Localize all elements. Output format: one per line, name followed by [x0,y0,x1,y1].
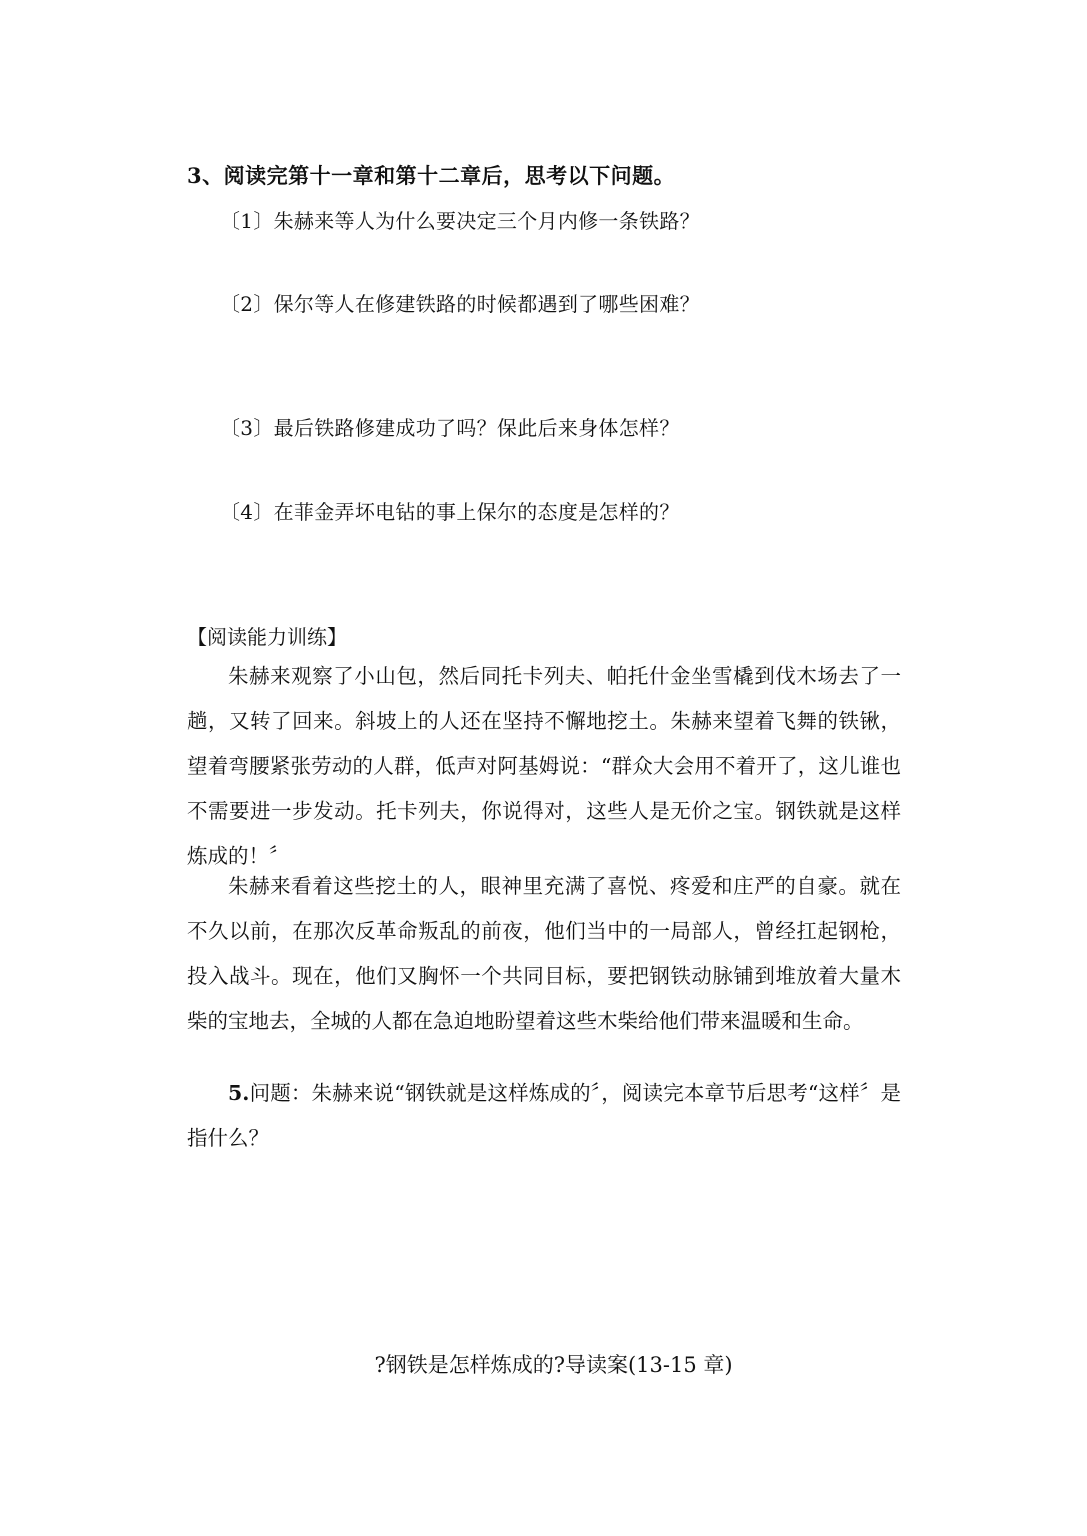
question-2: 〔2〕保尔等人在修建铁路的时候都遇到了哪些困难？ [220,292,700,316]
question-3: 〔3〕最后铁路修建成功了吗？保此后来身体怎样？ [220,416,680,440]
reading-training-title: 【阅读能力训练】 [187,625,347,649]
section-3-heading: 3、阅读完第十一章和第十二章后，思考以下问题。 [187,163,676,188]
question-number: 5. [228,1081,250,1105]
question-4: 〔4〕在菲金弄坏电钻的事上保尔的态度是怎样的？ [220,500,680,524]
reading-question-5 [187,1071,901,1161]
reading-paragraph-2: 朱赫来看着这些挖土的人，眼神里充满了喜悦、疼爱和庄严的自豪。就在不久以前，在那次反革命叛乱的前夜，他们当中的一局部人，曾经扛起钢枪，投入战斗。现在，他们又胸怀一个共同目标，要把钢铁动脉铺到堆放着大量木柴的宝地去，全城的人都在急迫地盼望着这些木柴给他们带来温暖和生命。 [187,874,901,1033]
question-5-text: 问题：朱赫来说“钢铁就是这样炼成的〞，阅读完本章节后思考“这样〞是指什么？ [187,1081,901,1150]
question-1: 〔1〕朱赫来等人为什么要决定三个月内修一条铁路？ [220,209,700,233]
footer-title: ?钢铁是怎样炼成的?导读案(13-15 章) [374,1353,733,1377]
reading-paragraph-1: 朱赫来观察了小山包，然后同托卡列夫、帕托什金坐雪橇到伐木场去了一趟，又转了回来。斜坡上的人还在坚持不懈地挖土。朱赫来望着飞舞的铁锹，望着弯腰紧张劳动的人群，低声对阿基姆说：“群众大会用不着开了，这儿谁也不需要进一步发动。托卡列夫，你说得对，这些人是无价之宝。钢铁就是这样炼成的！〞 [187,664,901,868]
